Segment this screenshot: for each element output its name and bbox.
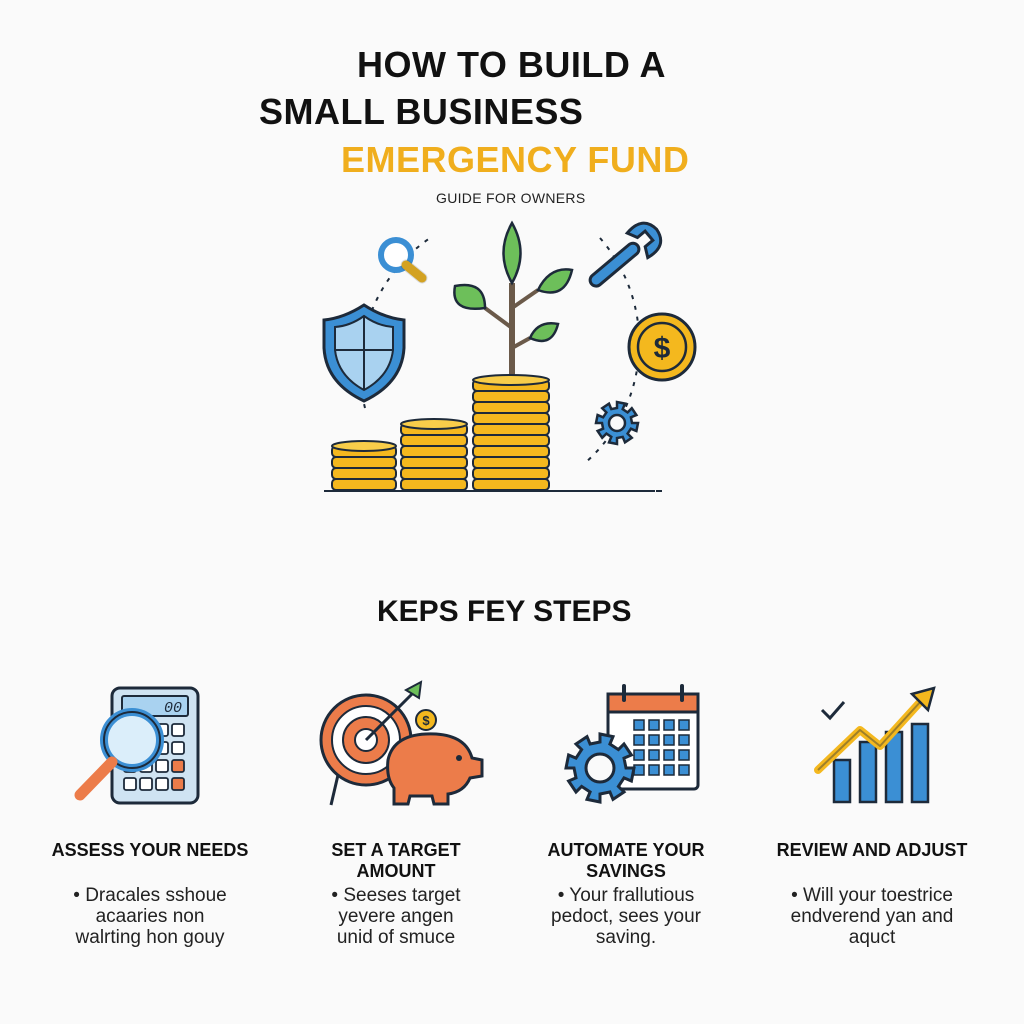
calculator-display: 00 <box>163 700 182 717</box>
step-title: ASSESS YOUR NEEDS <box>51 840 249 860</box>
growth-chart-icon <box>752 680 992 810</box>
section-heading: KEPS FEY STEPS <box>377 595 632 628</box>
dollar-symbol: $ <box>653 332 671 365</box>
step-description: • Seeses target yevere angen unid of smuce <box>331 885 461 948</box>
page-title-line-2: SMALL BUSINESS <box>259 91 584 132</box>
coin-symbol: $ <box>422 713 430 728</box>
step-title: AUTOMATE YOUR SAVINGS <box>547 840 705 881</box>
gear-icon <box>596 402 638 444</box>
page-title-line-1: HOW TO BUILD A <box>357 44 666 85</box>
page-title-highlight: EMERGENCY FUND <box>341 139 690 180</box>
plant-icon <box>454 223 572 378</box>
step-description: • Dracales sshoue acaaries non walrting hon gouy <box>73 885 227 948</box>
page-subtitle: GUIDE FOR OWNERS <box>436 190 586 206</box>
step-title: SET A TARGET AMOUNT <box>331 840 461 881</box>
step-title: REVIEW AND ADJUST <box>776 840 968 860</box>
dollar-coin-icon <box>629 314 695 380</box>
target-piggy-bank-icon <box>276 680 516 810</box>
calculator-magnifier-icon <box>30 680 270 810</box>
step-description: • Will your toestrice endverend yan and aquct <box>790 885 954 948</box>
magnifier-icon <box>381 240 422 278</box>
hero-illustration <box>300 208 720 508</box>
step-description: • Your frallutious pedoct, sees your saving. <box>551 885 701 948</box>
wrench-icon <box>581 217 668 297</box>
gear-calendar-icon <box>506 680 746 810</box>
shield-icon <box>324 305 404 401</box>
